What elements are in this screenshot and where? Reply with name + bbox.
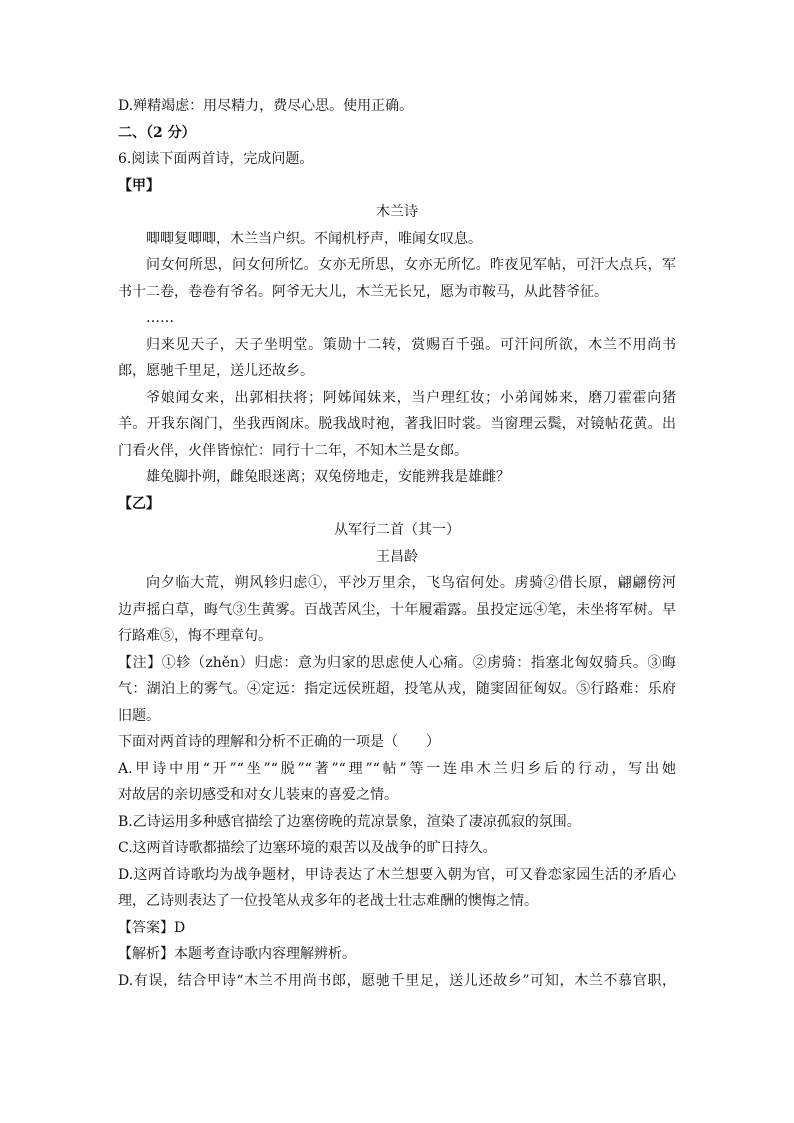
annotation-line: 【注】①轸（zhěn）归虑：意为归家的思虑使人心痛。②虏骑：指塞北匈奴骑兵。③晦 <box>118 654 676 671</box>
poem-a-line: 羊。开我东阁门，坐我西阁床。脱我战时袍，著我旧时裳。当窗理云鬓，对镜帖花黄。出 <box>118 416 676 432</box>
poem-a-title: 木兰诗 <box>376 204 418 220</box>
poem-b-line: 边声摇白草，晦气③生黄雾。百战苦风尘，十年履霜露。虽投定远④笔，未坐将军树。早 <box>118 601 676 618</box>
question-prompt: 下面对两首诗的理解和分析不正确的一项是（ ） <box>118 734 440 750</box>
annotation-line: 旧题。 <box>118 707 160 724</box>
question-stem: 6.阅读下面两首诗，完成问题。 <box>118 151 314 167</box>
section-heading: 二、（2 分） <box>118 124 196 141</box>
poem-a-line: 问女何所思，问女何所忆。女亦无所思，女亦无所忆。昨夜见军帖，可汗大点兵，军 <box>146 257 676 273</box>
poem-b-author: 王昌龄 <box>376 548 418 565</box>
poem-a-label: 【甲】 <box>118 177 160 194</box>
poem-a-line: 爷娘闻女来，出郭相扶将；阿姊闻妹来，当户理红妆；小弟闻姊来，磨刀霍霍向猪 <box>146 389 676 406</box>
option-d: D.这两首诗歌均为战争题材，甲诗表达了木兰想要入朝为官，可又眷恋家园生活的矛盾心 <box>118 866 676 883</box>
poem-a-line: 郎，愿驰千里足，送儿还故乡。 <box>118 363 314 379</box>
analysis-text: D.有误，结合甲诗“木兰不用尚书郎，愿驰千里足，送儿还故乡”可知，木兰不慕官职， <box>118 972 676 989</box>
option-a-cont: 对故居的亲切感受和对女儿装束的喜爱之情。 <box>118 787 398 803</box>
poem-b-line: 行路难⑤，悔不理章句。 <box>118 628 272 644</box>
poem-b-title: 从军行二首（其一） <box>334 522 460 538</box>
option-c: C.这两首诗歌都描绘了边塞环境的艰苦以及战争的旷日持久。 <box>118 840 497 856</box>
poem-a-ellipsis: …… <box>146 310 174 326</box>
poem-a-line: 唧唧复唧唧，木兰当户织。不闻机杼声，唯闻女叹息。 <box>146 230 482 247</box>
poem-a-line: 书十二卷，卷卷有爷名。阿爷无大儿，木兰无长兄，愿为市鞍马，从此替爷征。 <box>118 283 608 300</box>
option-a: A.甲诗中用“开”“坐”“脱”“著”“理”“帖”等一连串木兰归乡后的行动，写出她 <box>118 760 676 777</box>
answer: 【答案】D <box>118 919 186 936</box>
poem-a-line: 门看火伴，火伴皆惊忙：同行十二年，不知木兰是女郎。 <box>118 442 468 459</box>
poem-b-line: 向夕临大荒，朔风轸归虑①，平沙万里余，飞鸟宿何处。虏骑②借长原，翩翩傍河 <box>146 575 676 591</box>
poem-a-line: 归来见天子，天子坐明堂。策勋十二转，赏赐百千强。可汗问所欲，木兰不用尚书 <box>146 336 676 353</box>
analysis-heading: 【解析】本题考查诗歌内容理解辨析。 <box>118 946 356 962</box>
option-d-previous: D.殚精竭虑：用尽精力，费尽心思。使用正确。 <box>118 98 414 114</box>
document-body <box>118 93 676 994</box>
annotation-line: 气：湖泊上的雾气。④定远：指定远侯班超，投笔从戎，随窦固征匈奴。⑤行路难：乐府 <box>118 681 676 697</box>
poem-b-label: 【乙】 <box>118 495 160 512</box>
option-b: B.乙诗运用多种感官描绘了边塞傍晚的荒凉景象，渲染了凄凉孤寂的氛围。 <box>118 813 581 830</box>
poem-a-line: 雄兔脚扑朔，雌兔眼迷离；双兔傍地走，安能辨我是雄雌？ <box>146 469 510 485</box>
option-d-cont: 理，乙诗则表达了一位投笔从戎多年的老战士壮志难酬的懊悔之情。 <box>118 893 538 909</box>
